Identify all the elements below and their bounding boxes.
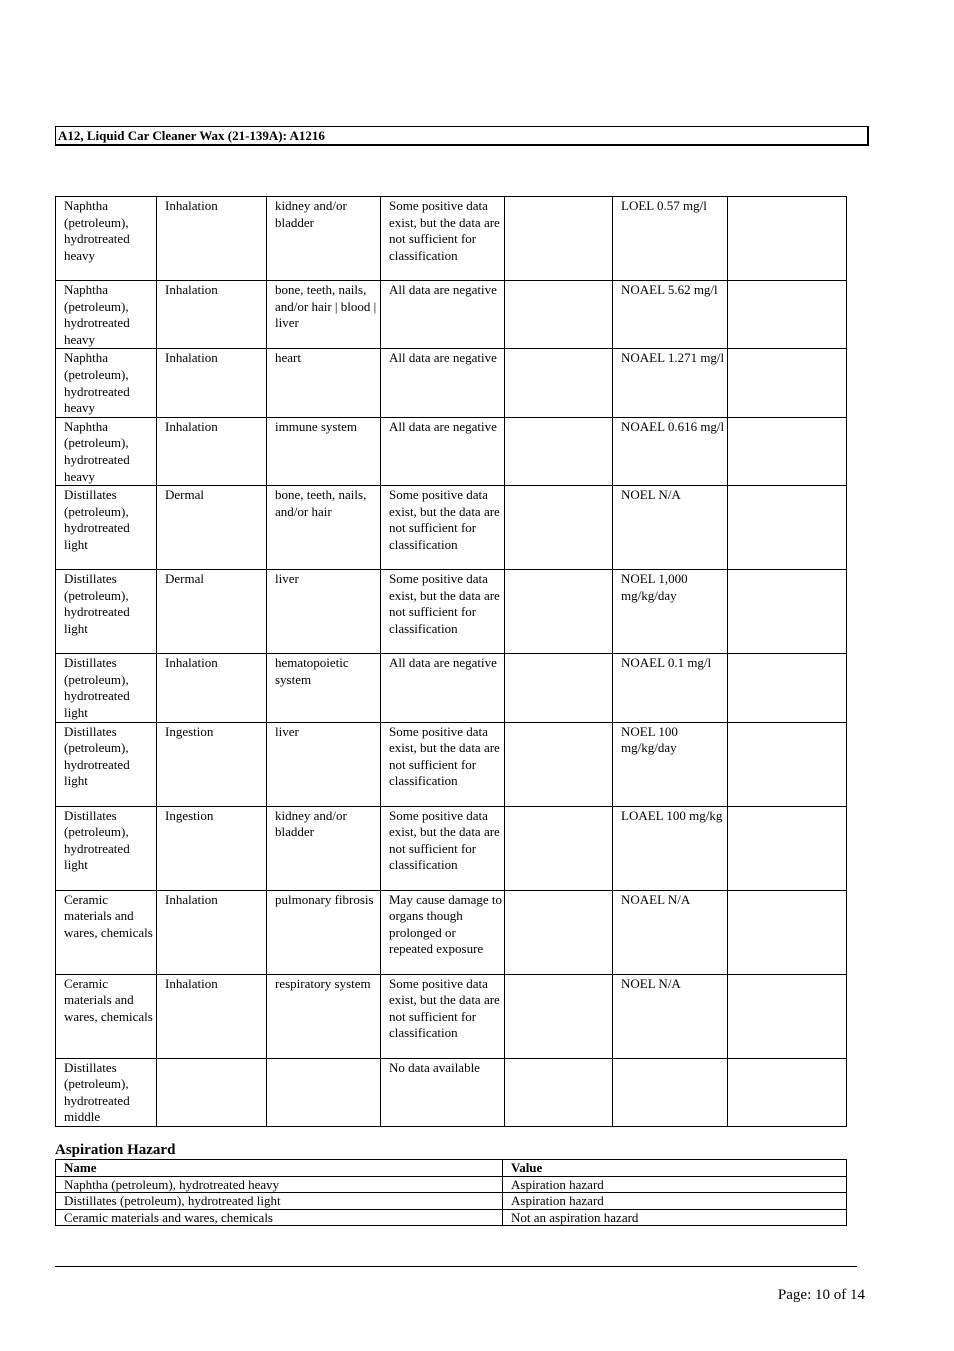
table-row — [56, 1209, 847, 1226]
cell-test-result: LOAEL 100 mg/kg — [613, 806, 728, 890]
cell-route — [157, 1058, 267, 1126]
cell-value: Some positive data exist, but the data are not sufficient for classification — [381, 197, 505, 281]
cell-route: Ingestion — [157, 722, 267, 806]
table-row — [56, 1176, 847, 1193]
cell-route: Inhalation — [157, 197, 267, 281]
cell-route: Dermal — [157, 486, 267, 570]
cell-name: Ceramic materials and wares, chemicals — [56, 974, 157, 1058]
cell-route: Inhalation — [157, 281, 267, 349]
cell-duration — [728, 281, 847, 349]
cell-value: Some positive data exist, but the data are not sufficient for classification — [381, 722, 505, 806]
table-row — [56, 281, 847, 349]
aspiration-hazard-title: Aspiration Hazard — [55, 1142, 176, 1158]
cell-test-result — [613, 1058, 728, 1126]
table-row — [56, 486, 847, 570]
cell-target-organ: bone, teeth, nails, and/or hair | blood | liver — [267, 281, 381, 349]
product-title: A12, Liquid Car Cleaner Wax (21-139A): A1216 — [58, 128, 325, 143]
cell-test-result: NOAEL 5.62 mg/l — [613, 281, 728, 349]
cell-value: No data available — [381, 1058, 505, 1126]
table-row — [56, 1193, 847, 1210]
cell-name: Distillates (petroleum), hydrotreated middle — [56, 1058, 157, 1126]
cell-species — [505, 349, 613, 417]
cell-test-result: NOEL N/A — [613, 974, 728, 1058]
cell-species — [505, 197, 613, 281]
cell-name: Naphtha (petroleum), hydrotreated heavy — [56, 417, 157, 485]
table-row — [56, 417, 847, 485]
page-number: Page: 10 of 14 — [777, 1287, 865, 1303]
cell-species — [505, 570, 613, 654]
table-row — [56, 806, 847, 890]
cell-target-organ: pulmonary fibrosis — [267, 890, 381, 974]
cell-duration — [728, 974, 847, 1058]
cell-name: Distillates (petroleum), hydrotreated light — [56, 1193, 503, 1210]
cell-name: Distillates (petroleum), hydrotreated light — [56, 486, 157, 570]
cell-duration — [728, 570, 847, 654]
column-header-name: Name — [56, 1160, 503, 1177]
table-row — [56, 890, 847, 974]
cell-route: Inhalation — [157, 349, 267, 417]
target-organ-toxicity-table — [55, 196, 847, 1127]
cell-species — [505, 806, 613, 890]
cell-name: Distillates (petroleum), hydrotreated light — [56, 722, 157, 806]
cell-value: Some positive data exist, but the data are not sufficient for classification — [381, 806, 505, 890]
cell-species — [505, 1058, 613, 1126]
cell-target-organ: respiratory system — [267, 974, 381, 1058]
cell-route: Ingestion — [157, 806, 267, 890]
cell-test-result: NOEL 1,000 mg/kg/day — [613, 570, 728, 654]
cell-value: All data are negative — [381, 417, 505, 485]
cell-name: Distillates (petroleum), hydrotreated light — [56, 570, 157, 654]
cell-name: Naphtha (petroleum), hydrotreated heavy — [56, 281, 157, 349]
cell-name: Naphtha (petroleum), hydrotreated heavy — [56, 349, 157, 417]
cell-duration — [728, 722, 847, 806]
cell-name: Naphtha (petroleum), hydrotreated heavy — [56, 197, 157, 281]
footer-divider — [55, 1266, 857, 1267]
cell-name: Distillates (petroleum), hydrotreated light — [56, 806, 157, 890]
cell-target-organ: liver — [267, 722, 381, 806]
cell-species — [505, 890, 613, 974]
table-row — [56, 654, 847, 722]
cell-test-result: NOAEL N/A — [613, 890, 728, 974]
cell-test-result: NOEL N/A — [613, 486, 728, 570]
table-row — [56, 349, 847, 417]
cell-species — [505, 486, 613, 570]
cell-test-result: NOEL 100 mg/kg/day — [613, 722, 728, 806]
cell-species — [505, 281, 613, 349]
cell-name: Distillates (petroleum), hydrotreated light — [56, 654, 157, 722]
cell-route: Inhalation — [157, 654, 267, 722]
aspiration-hazard-table — [55, 1159, 847, 1226]
cell-value: Aspiration hazard — [503, 1193, 847, 1210]
cell-duration — [728, 654, 847, 722]
cell-species — [505, 722, 613, 806]
cell-target-organ — [267, 1058, 381, 1126]
cell-target-organ: kidney and/or bladder — [267, 197, 381, 281]
cell-test-result: LOEL 0.57 mg/l — [613, 197, 728, 281]
cell-test-result: NOAEL 1.271 mg/l — [613, 349, 728, 417]
column-header-value: Value — [503, 1160, 847, 1177]
cell-duration — [728, 890, 847, 974]
cell-target-organ: heart — [267, 349, 381, 417]
cell-name: Ceramic materials and wares, chemicals — [56, 890, 157, 974]
table-row — [56, 570, 847, 654]
cell-name: Naphtha (petroleum), hydrotreated heavy — [56, 1176, 503, 1193]
cell-test-result: NOAEL 0.616 mg/l — [613, 417, 728, 485]
cell-name: Ceramic materials and wares, chemicals — [56, 1209, 503, 1226]
cell-duration — [728, 349, 847, 417]
cell-value: All data are negative — [381, 281, 505, 349]
cell-duration — [728, 1058, 847, 1126]
cell-species — [505, 417, 613, 485]
cell-value: Some positive data exist, but the data are not sufficient for classification — [381, 570, 505, 654]
cell-duration — [728, 486, 847, 570]
cell-duration — [728, 806, 847, 890]
cell-test-result: NOAEL 0.1 mg/l — [613, 654, 728, 722]
cell-duration — [728, 197, 847, 281]
cell-route: Inhalation — [157, 890, 267, 974]
cell-value: All data are negative — [381, 654, 505, 722]
cell-target-organ: liver — [267, 570, 381, 654]
table-row — [56, 722, 847, 806]
cell-target-organ: bone, teeth, nails, and/or hair — [267, 486, 381, 570]
cell-route: Inhalation — [157, 417, 267, 485]
table-header-row — [56, 1160, 847, 1177]
cell-value: All data are negative — [381, 349, 505, 417]
cell-species — [505, 654, 613, 722]
table-row — [56, 1058, 847, 1126]
table-row — [56, 974, 847, 1058]
document-header — [55, 126, 869, 146]
cell-target-organ: immune system — [267, 417, 381, 485]
cell-duration — [728, 417, 847, 485]
table-row — [56, 197, 847, 281]
cell-target-organ: hematopoietic system — [267, 654, 381, 722]
cell-value: May cause damage to organs though prolonged or repeated exposure — [381, 890, 505, 974]
cell-route: Inhalation — [157, 974, 267, 1058]
cell-value: Aspiration hazard — [503, 1176, 847, 1193]
cell-species — [505, 974, 613, 1058]
cell-value: Not an aspiration hazard — [503, 1209, 847, 1226]
cell-route: Dermal — [157, 570, 267, 654]
cell-value: Some positive data exist, but the data are not sufficient for classification — [381, 974, 505, 1058]
cell-value: Some positive data exist, but the data are not sufficient for classification — [381, 486, 505, 570]
cell-target-organ: kidney and/or bladder — [267, 806, 381, 890]
